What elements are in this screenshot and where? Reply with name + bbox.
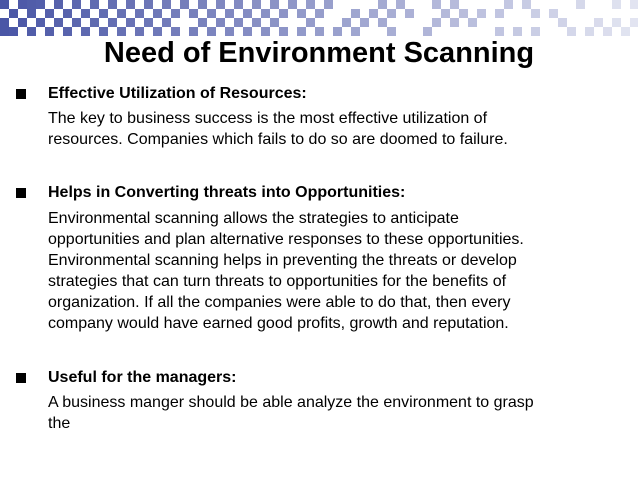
bullet-body [48, 392, 633, 434]
bullet-body [48, 108, 633, 150]
body-line: The key to business success is the most effective utilization of [48, 110, 488, 127]
body-line: Environmental scanning helps in preventing the threats or develop [48, 252, 517, 269]
body-line: resources. Companies which fails to do so are doomed to failure. [48, 131, 508, 148]
square-bullet-icon [16, 188, 26, 198]
body-line: opportunities and plan alternative responses to these opportunities. [48, 231, 524, 248]
body-line: strategies that can turn threats to opportunities for the benefits of [48, 273, 507, 290]
bullet-heading: Helps in Converting threats into Opportunities: [48, 184, 406, 201]
square-bullet-icon [16, 89, 26, 99]
bullet-heading: Useful for the managers: [48, 369, 237, 386]
slide-title: Need of Environment Scanning [103, 37, 535, 69]
body-line: company would have earned good profits, growth and reputation. [48, 315, 509, 332]
body-line: Environmental scanning allows the strategies to anticipate [48, 210, 459, 227]
bullet-body [48, 208, 633, 334]
body-line: A business manger should be able analyze the environment to grasp [48, 394, 534, 411]
body-line: organization. If all the companies were able to do that, then every [48, 294, 511, 311]
bullet-heading: Effective Utilization of Resources: [48, 85, 307, 102]
square-bullet-icon [16, 373, 26, 383]
body-line: the [48, 415, 71, 432]
